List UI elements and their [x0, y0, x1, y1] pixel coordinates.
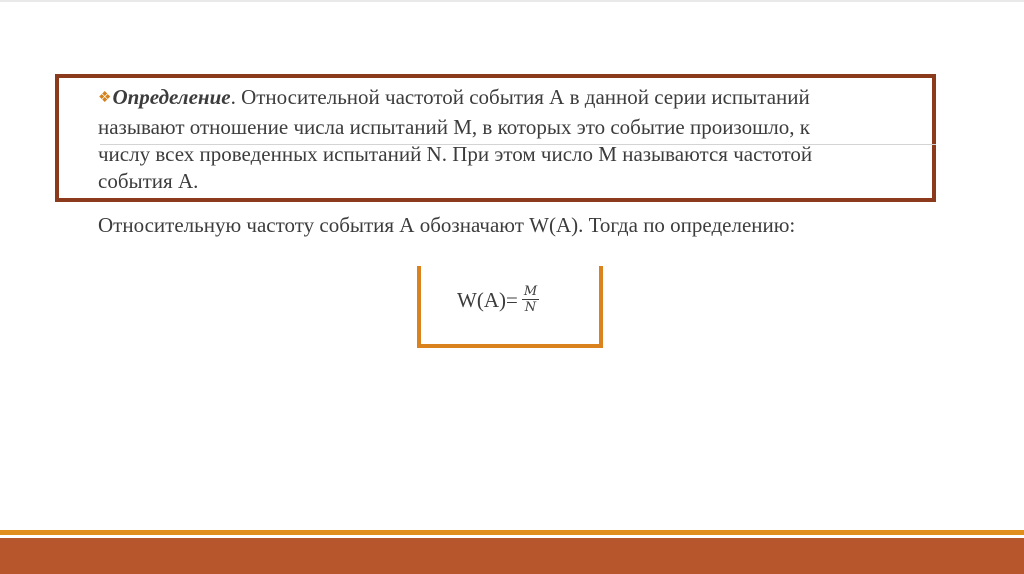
- diamond-bullet-icon: ❖: [98, 90, 112, 106]
- formula: [457, 278, 539, 322]
- fraction-denominator: N: [524, 300, 537, 315]
- formula-lhs: W(A)=: [457, 288, 518, 312]
- top-divider: [0, 0, 1024, 2]
- definition-text: . Относительной частотой события А в данной серии испытаний называют отношение числа испытаний М, в которых это событие произошло, к числу всех проведенных испытаний N. При этом число М называются частотой события А.: [98, 85, 813, 193]
- footer-bar: [0, 538, 1024, 574]
- definition-paragraph: [98, 84, 858, 195]
- fraction-numerator: M: [523, 284, 538, 299]
- footer-accent-line: [0, 530, 1024, 535]
- fraction: [522, 284, 539, 316]
- notation-paragraph: Относительную частоту события А обозначают W(A). Тогда по определению:: [98, 213, 796, 237]
- definition-term: Определение: [112, 85, 231, 109]
